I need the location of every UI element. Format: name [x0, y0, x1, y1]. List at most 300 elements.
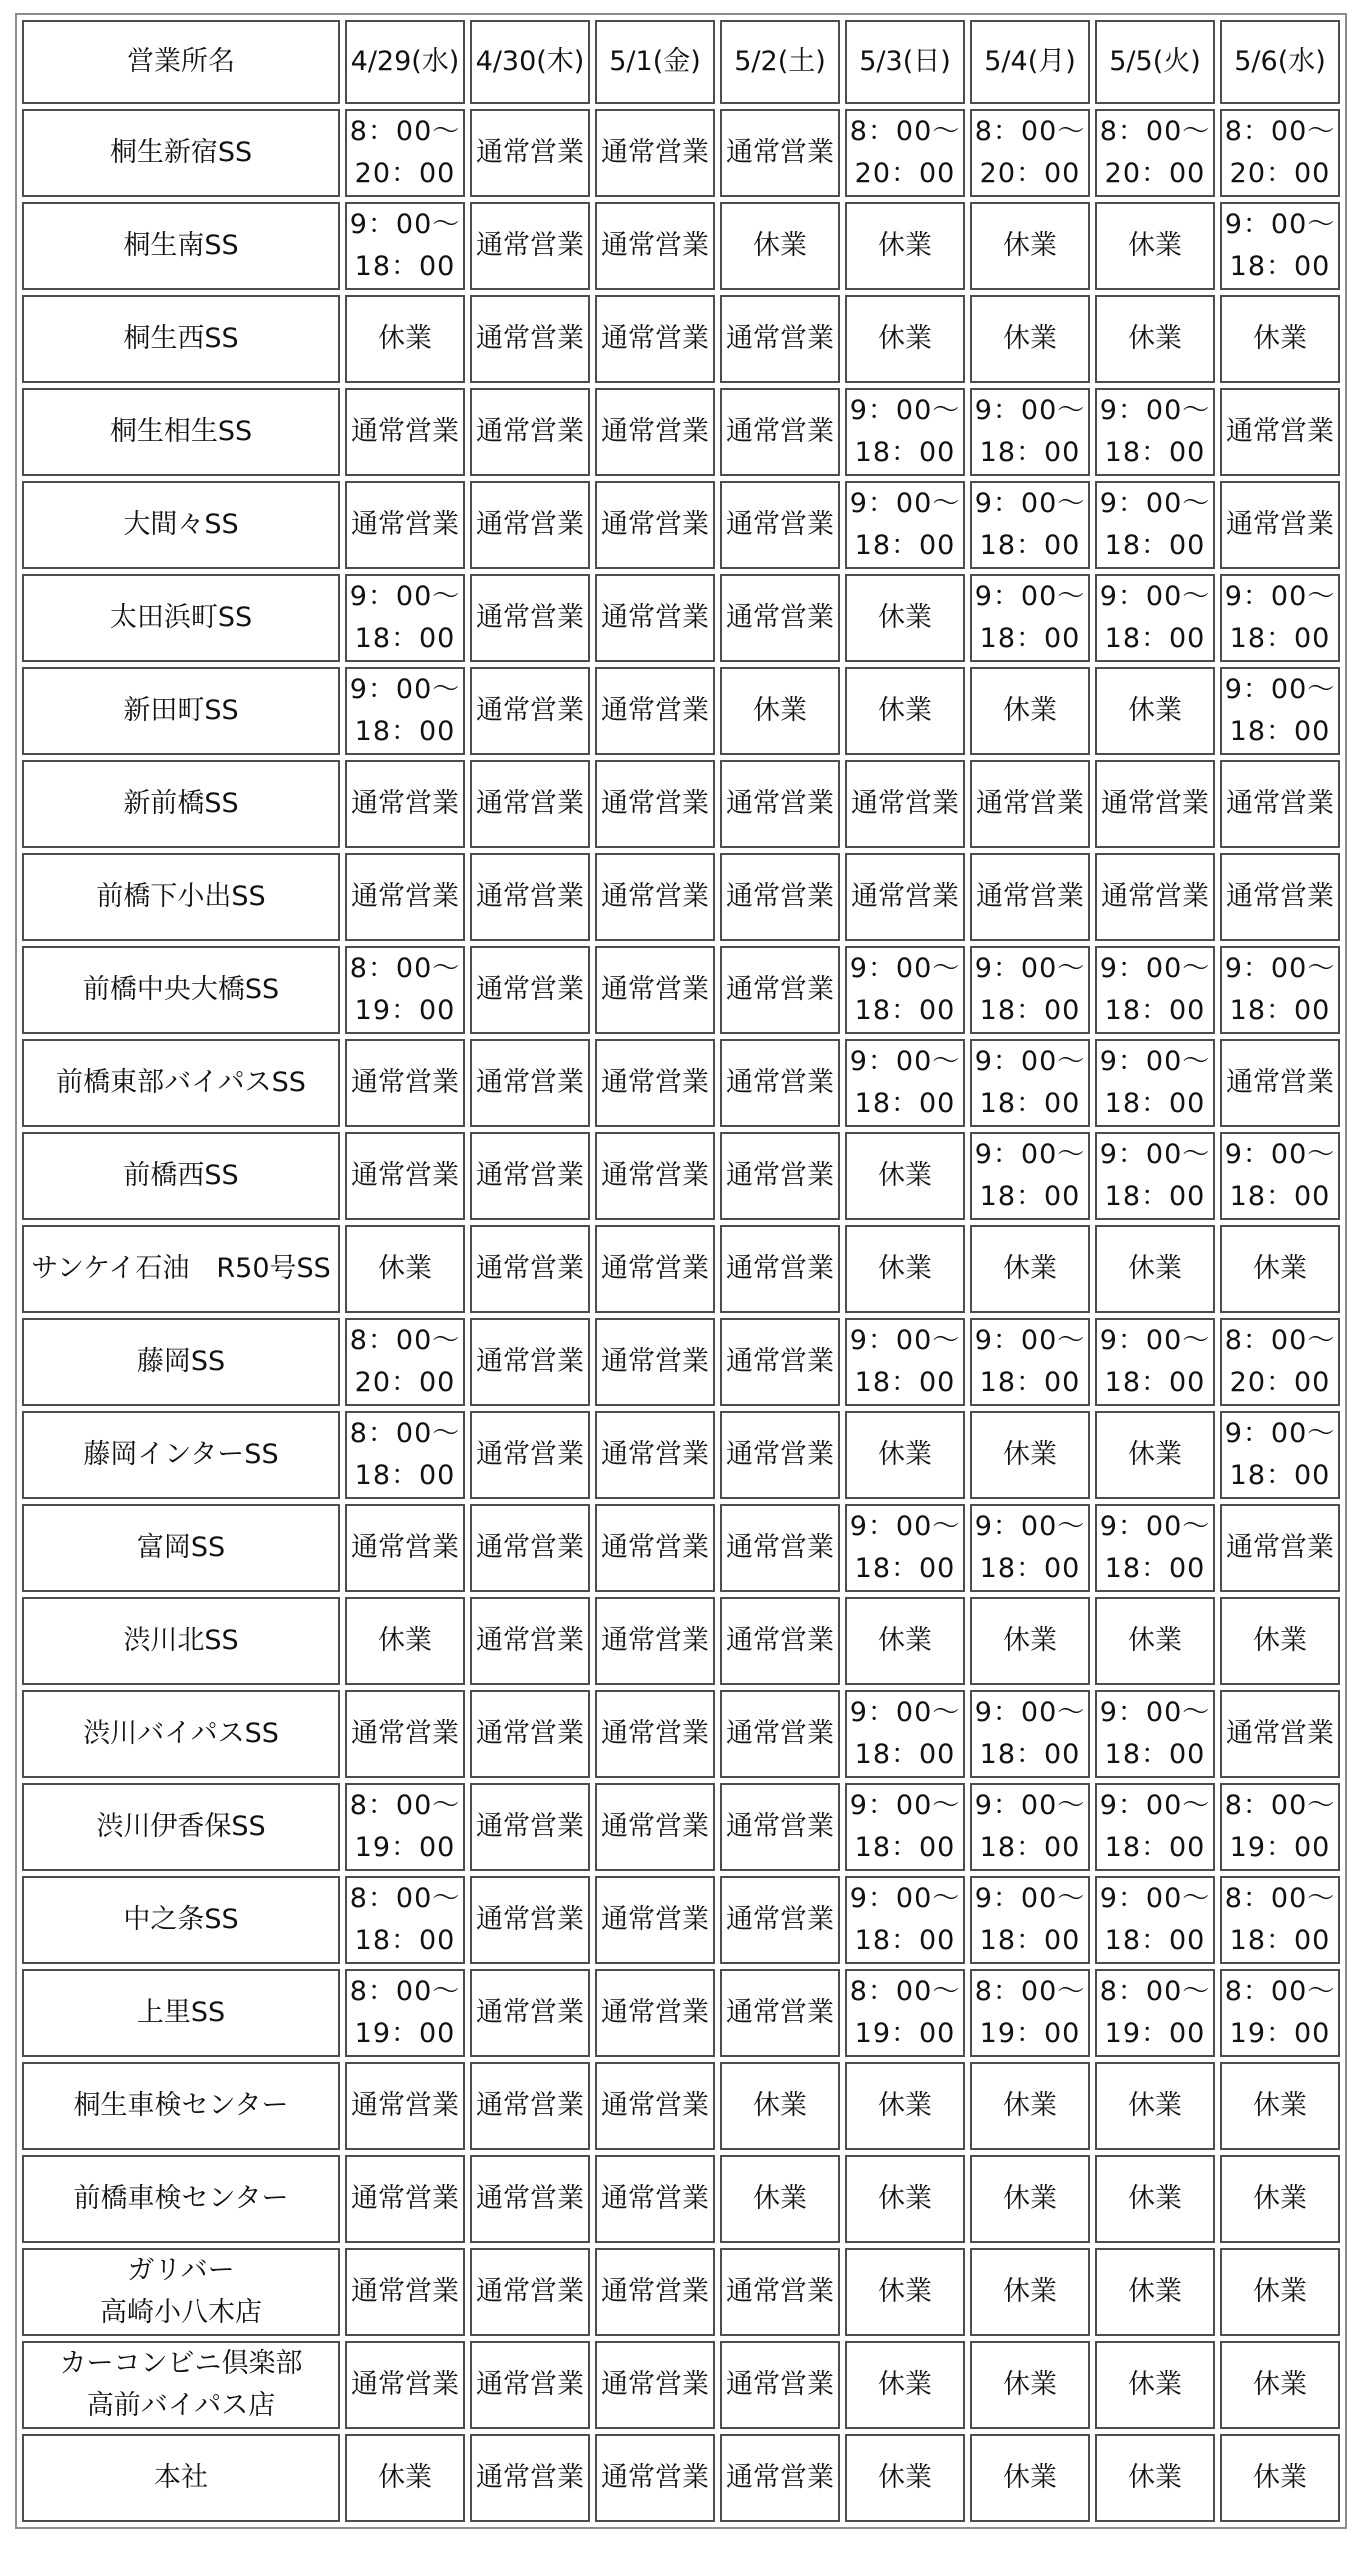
hours-cell — [1095, 1504, 1215, 1592]
open-time: 8：00～ — [849, 1976, 961, 2007]
close-time: 18：00 — [979, 1181, 1081, 1212]
open-time: 9：00～ — [1224, 1139, 1336, 1170]
close-time: 18：00 — [1229, 251, 1331, 282]
hours-cell — [970, 1039, 1090, 1127]
close-time: 18：00 — [354, 1925, 456, 1956]
office-name — [22, 946, 340, 1034]
open-time: 8：00～ — [1224, 1325, 1336, 1356]
normal-hours-cell: 通常営業 — [345, 1132, 465, 1220]
normal-hours-cell: 通常営業 — [720, 760, 840, 848]
closed-cell: 休業 — [845, 1411, 965, 1499]
closed-cell: 休業 — [1095, 295, 1215, 383]
office-name-line: 大間々SS — [123, 509, 239, 540]
table-row — [22, 1597, 1340, 1685]
hours-cell — [1220, 1783, 1340, 1871]
office-name-line: 桐生南SS — [123, 230, 239, 261]
closed-cell: 休業 — [1220, 2062, 1340, 2150]
open-time: 9：00～ — [849, 395, 961, 426]
open-time: 8：00～ — [349, 1883, 461, 1914]
normal-hours-cell: 通常営業 — [345, 853, 465, 941]
normal-hours-cell: 通常営業 — [845, 853, 965, 941]
date-header: 4/30(木) — [470, 20, 590, 104]
office-name-line: 本社 — [154, 2462, 208, 2493]
table-row — [22, 1969, 1340, 2057]
date-header: 5/1(金) — [595, 20, 715, 104]
table-row — [22, 1411, 1340, 1499]
hours-cell — [345, 946, 465, 1034]
close-time: 20：00 — [354, 158, 456, 189]
normal-hours-cell: 通常営業 — [720, 1411, 840, 1499]
office-name-line: 藤岡SS — [136, 1346, 226, 1377]
table-row — [22, 574, 1340, 662]
closed-cell: 休業 — [845, 1597, 965, 1685]
open-time: 9：00～ — [1099, 1883, 1211, 1914]
normal-hours-cell: 通常営業 — [595, 1504, 715, 1592]
close-time: 19：00 — [1229, 1832, 1331, 1863]
close-time: 18：00 — [1104, 1553, 1206, 1584]
hours-cell — [970, 946, 1090, 1034]
close-time: 19：00 — [354, 2018, 456, 2049]
open-time: 9：00～ — [974, 1046, 1086, 1077]
hours-cell — [845, 1690, 965, 1778]
close-time: 18：00 — [854, 1832, 956, 1863]
date-header: 4/29(水) — [345, 20, 465, 104]
closed-cell: 休業 — [970, 2155, 1090, 2243]
normal-hours-cell: 通常営業 — [1220, 1504, 1340, 1592]
hours-cell — [845, 1876, 965, 1964]
hours-cell — [345, 1318, 465, 1406]
normal-hours-cell: 通常営業 — [345, 481, 465, 569]
open-time: 9：00～ — [1099, 1697, 1211, 1728]
open-time: 8：00～ — [1224, 1976, 1336, 2007]
table-row — [22, 667, 1340, 755]
office-name — [22, 760, 340, 848]
normal-hours-cell: 通常営業 — [595, 1597, 715, 1685]
closed-cell: 休業 — [970, 2062, 1090, 2150]
open-time: 9：00～ — [974, 1790, 1086, 1821]
close-time: 18：00 — [1229, 716, 1331, 747]
office-name — [22, 1783, 340, 1871]
closed-cell: 休業 — [1095, 1225, 1215, 1313]
hours-cell — [1095, 1132, 1215, 1220]
closed-cell: 休業 — [345, 295, 465, 383]
open-time: 9：00～ — [1099, 1790, 1211, 1821]
table-row — [22, 946, 1340, 1034]
open-time: 9：00～ — [1099, 488, 1211, 519]
closed-cell: 休業 — [1095, 2341, 1215, 2429]
close-time: 20：00 — [1229, 158, 1331, 189]
hours-cell — [970, 1132, 1090, 1220]
open-time: 9：00～ — [974, 953, 1086, 984]
open-time: 9：00～ — [849, 1325, 961, 1356]
table-row — [22, 295, 1340, 383]
hours-cell — [970, 574, 1090, 662]
office-name — [22, 1039, 340, 1127]
hours-cell — [1220, 667, 1340, 755]
table-row — [22, 2434, 1340, 2522]
normal-hours-cell: 通常営業 — [470, 1132, 590, 1220]
normal-hours-cell: 通常営業 — [595, 295, 715, 383]
close-time: 19：00 — [354, 995, 456, 1026]
office-name-line: 前橋車検センター — [73, 2183, 289, 2214]
open-time: 8：00～ — [1099, 116, 1211, 147]
office-name-line: 渋川伊香保SS — [96, 1811, 266, 1842]
closed-cell: 休業 — [845, 202, 965, 290]
hours-cell — [1220, 202, 1340, 290]
open-time: 9：00～ — [974, 488, 1086, 519]
closed-cell: 休業 — [845, 2155, 965, 2243]
normal-hours-cell: 通常営業 — [470, 1783, 590, 1871]
hours-cell — [845, 1969, 965, 2057]
open-time: 8：00～ — [849, 116, 961, 147]
close-time: 19：00 — [979, 2018, 1081, 2049]
open-time: 9：00～ — [1224, 1418, 1336, 1449]
normal-hours-cell: 通常営業 — [345, 2062, 465, 2150]
normal-hours-cell: 通常営業 — [720, 1690, 840, 1778]
office-name-line: 前橋中央大橋SS — [82, 974, 280, 1005]
normal-hours-cell: 通常営業 — [595, 760, 715, 848]
normal-hours-cell: 通常営業 — [720, 1969, 840, 2057]
open-time: 8：00～ — [349, 953, 461, 984]
office-name — [22, 1876, 340, 1964]
open-time: 9：00～ — [349, 581, 461, 612]
normal-hours-cell: 通常営業 — [595, 2248, 715, 2336]
close-time: 18：00 — [1229, 1460, 1331, 1491]
normal-hours-cell: 通常営業 — [595, 1969, 715, 2057]
normal-hours-cell: 通常営業 — [470, 760, 590, 848]
close-time: 18：00 — [1229, 1925, 1331, 1956]
office-name-line: 桐生西SS — [123, 323, 239, 354]
normal-hours-cell: 通常営業 — [470, 667, 590, 755]
table-row — [22, 2155, 1340, 2243]
hours-cell — [970, 1690, 1090, 1778]
close-time: 18：00 — [1104, 623, 1206, 654]
header-row — [22, 20, 1340, 104]
table-row — [22, 1504, 1340, 1592]
table-row — [22, 760, 1340, 848]
table-row — [22, 1783, 1340, 1871]
normal-hours-cell: 通常営業 — [345, 2341, 465, 2429]
normal-hours-cell: 通常営業 — [595, 1876, 715, 1964]
date-header: 5/3(日) — [845, 20, 965, 104]
office-name — [22, 1504, 340, 1592]
normal-hours-cell: 通常営業 — [595, 574, 715, 662]
hours-cell — [1095, 1783, 1215, 1871]
office-name-line: 渋川バイパスSS — [83, 1718, 279, 1749]
closed-cell: 休業 — [1095, 2155, 1215, 2243]
close-time: 20：00 — [1229, 1367, 1331, 1398]
normal-hours-cell: 通常営業 — [345, 1504, 465, 1592]
normal-hours-cell: 通常営業 — [595, 481, 715, 569]
hours-cell — [1095, 1876, 1215, 1964]
normal-hours-cell: 通常営業 — [470, 2341, 590, 2429]
table-row — [22, 481, 1340, 569]
office-name — [22, 1969, 340, 2057]
closed-cell: 休業 — [970, 1597, 1090, 1685]
hours-cell — [845, 1039, 965, 1127]
normal-hours-cell: 通常営業 — [1220, 1690, 1340, 1778]
closed-cell: 休業 — [845, 1132, 965, 1220]
normal-hours-cell: 通常営業 — [595, 1318, 715, 1406]
normal-hours-cell: 通常営業 — [845, 760, 965, 848]
normal-hours-cell: 通常営業 — [470, 202, 590, 290]
normal-hours-cell: 通常営業 — [720, 295, 840, 383]
open-time: 9：00～ — [974, 1697, 1086, 1728]
closed-cell: 休業 — [720, 202, 840, 290]
open-time: 8：00～ — [974, 1976, 1086, 2007]
office-name — [22, 1225, 340, 1313]
close-time: 18：00 — [354, 716, 456, 747]
normal-hours-cell: 通常営業 — [1220, 760, 1340, 848]
close-time: 18：00 — [354, 251, 456, 282]
close-time: 18：00 — [979, 995, 1081, 1026]
normal-hours-cell: 通常営業 — [970, 760, 1090, 848]
close-time: 18：00 — [854, 995, 956, 1026]
closed-cell: 休業 — [1095, 2062, 1215, 2150]
office-name — [22, 1318, 340, 1406]
normal-hours-cell: 通常営業 — [1220, 853, 1340, 941]
normal-hours-cell: 通常営業 — [470, 853, 590, 941]
close-time: 19：00 — [1229, 2018, 1331, 2049]
normal-hours-cell: 通常営業 — [720, 2248, 840, 2336]
open-time: 9：00～ — [974, 1139, 1086, 1170]
office-name-line: 高崎小八木店 — [100, 2297, 262, 2328]
open-time: 9：00～ — [974, 1325, 1086, 1356]
normal-hours-cell: 通常営業 — [470, 295, 590, 383]
open-time: 9：00～ — [1099, 581, 1211, 612]
normal-hours-cell: 通常営業 — [720, 481, 840, 569]
hours-cell — [1095, 388, 1215, 476]
closed-cell: 休業 — [345, 1597, 465, 1685]
normal-hours-cell: 通常営業 — [470, 1318, 590, 1406]
open-time: 9：00～ — [349, 209, 461, 240]
normal-hours-cell: 通常営業 — [720, 1132, 840, 1220]
normal-hours-cell: 通常営業 — [720, 1039, 840, 1127]
hours-cell — [1095, 1969, 1215, 2057]
normal-hours-cell: 通常営業 — [595, 202, 715, 290]
normal-hours-cell: 通常営業 — [470, 1969, 590, 2057]
open-time: 8：00～ — [1224, 1790, 1336, 1821]
close-time: 18：00 — [854, 1739, 956, 1770]
hours-cell — [345, 667, 465, 755]
closed-cell: 休業 — [970, 2341, 1090, 2429]
date-header: 5/5(火) — [1095, 20, 1215, 104]
hours-cell — [1220, 1411, 1340, 1499]
closed-cell: 休業 — [1220, 2248, 1340, 2336]
closed-cell: 休業 — [845, 1225, 965, 1313]
normal-hours-cell: 通常営業 — [1220, 481, 1340, 569]
closed-cell: 休業 — [1220, 1597, 1340, 1685]
office-name — [22, 1597, 340, 1685]
office-name — [22, 109, 340, 197]
normal-hours-cell: 通常営業 — [720, 1783, 840, 1871]
closed-cell: 休業 — [970, 295, 1090, 383]
closed-cell: 休業 — [845, 2434, 965, 2522]
normal-hours-cell: 通常営業 — [470, 1039, 590, 1127]
open-time: 9：00～ — [849, 1697, 961, 1728]
hours-cell — [345, 1876, 465, 1964]
normal-hours-cell: 通常営業 — [470, 2434, 590, 2522]
closed-cell: 休業 — [845, 2341, 965, 2429]
open-time: 9：00～ — [849, 1046, 961, 1077]
open-time: 8：00～ — [349, 1976, 461, 2007]
hours-cell — [1095, 1039, 1215, 1127]
office-name — [22, 2434, 340, 2522]
table-row — [22, 1225, 1340, 1313]
schedule-body — [22, 109, 1340, 2522]
hours-cell — [1095, 481, 1215, 569]
close-time: 18：00 — [1104, 1181, 1206, 1212]
open-time: 9：00～ — [849, 1790, 961, 1821]
open-time: 9：00～ — [1099, 953, 1211, 984]
close-time: 18：00 — [1104, 1367, 1206, 1398]
close-time: 18：00 — [1104, 1088, 1206, 1119]
hours-cell — [1220, 109, 1340, 197]
normal-hours-cell: 通常営業 — [720, 574, 840, 662]
close-time: 18：00 — [979, 530, 1081, 561]
office-name — [22, 2062, 340, 2150]
hours-cell — [345, 202, 465, 290]
normal-hours-cell: 通常営業 — [720, 946, 840, 1034]
office-name — [22, 295, 340, 383]
close-time: 18：00 — [354, 623, 456, 654]
office-name-line: 新田町SS — [123, 695, 239, 726]
office-name — [22, 2341, 340, 2429]
normal-hours-cell: 通常営業 — [470, 1225, 590, 1313]
closed-cell: 休業 — [1220, 1225, 1340, 1313]
office-name-line: 高前バイパス店 — [86, 2390, 276, 2421]
close-time: 18：00 — [979, 437, 1081, 468]
open-time: 9：00～ — [1224, 581, 1336, 612]
closed-cell: 休業 — [1220, 2434, 1340, 2522]
normal-hours-cell: 通常営業 — [595, 388, 715, 476]
closed-cell: 休業 — [970, 2434, 1090, 2522]
hours-cell — [970, 1969, 1090, 2057]
hours-cell — [345, 574, 465, 662]
closed-cell: 休業 — [1095, 667, 1215, 755]
normal-hours-cell: 通常営業 — [595, 1783, 715, 1871]
open-time: 9：00～ — [1099, 1139, 1211, 1170]
business-hours-table — [15, 13, 1347, 2529]
hours-cell — [1220, 1876, 1340, 1964]
normal-hours-cell: 通常営業 — [720, 388, 840, 476]
close-time: 18：00 — [1229, 623, 1331, 654]
hours-cell — [345, 1411, 465, 1499]
hours-cell — [970, 1876, 1090, 1964]
normal-hours-cell: 通常営業 — [595, 2341, 715, 2429]
table-row — [22, 1876, 1340, 1964]
table-row — [22, 1690, 1340, 1778]
close-time: 18：00 — [1104, 1925, 1206, 1956]
normal-hours-cell: 通常営業 — [470, 109, 590, 197]
normal-hours-cell: 通常営業 — [720, 1225, 840, 1313]
normal-hours-cell: 通常営業 — [595, 2155, 715, 2243]
table-row — [22, 202, 1340, 290]
open-time: 8：00～ — [349, 116, 461, 147]
closed-cell: 休業 — [720, 2062, 840, 2150]
close-time: 18：00 — [854, 530, 956, 561]
open-time: 9：00～ — [1099, 1325, 1211, 1356]
office-name-line: 桐生新宿SS — [109, 137, 253, 168]
office-name-line: 前橋下小出SS — [96, 881, 266, 912]
normal-hours-cell: 通常営業 — [720, 1876, 840, 1964]
normal-hours-cell: 通常営業 — [595, 853, 715, 941]
office-name — [22, 202, 340, 290]
normal-hours-cell: 通常営業 — [595, 2062, 715, 2150]
normal-hours-cell: 通常営業 — [345, 1690, 465, 1778]
office-name-line: 藤岡インターSS — [83, 1439, 279, 1470]
close-time: 18：00 — [854, 437, 956, 468]
normal-hours-cell: 通常営業 — [345, 2155, 465, 2243]
closed-cell: 休業 — [720, 667, 840, 755]
normal-hours-cell: 通常営業 — [345, 388, 465, 476]
hours-cell — [845, 1783, 965, 1871]
hours-cell — [345, 109, 465, 197]
hours-cell — [970, 388, 1090, 476]
office-name — [22, 481, 340, 569]
hours-cell — [970, 481, 1090, 569]
table-row — [22, 109, 1340, 197]
normal-hours-cell: 通常営業 — [470, 1690, 590, 1778]
close-time: 20：00 — [854, 158, 956, 189]
office-name — [22, 574, 340, 662]
hours-cell — [345, 1783, 465, 1871]
hours-cell — [1220, 1318, 1340, 1406]
closed-cell: 休業 — [845, 2248, 965, 2336]
normal-hours-cell: 通常営業 — [970, 853, 1090, 941]
office-name-line: 中之条SS — [123, 1904, 239, 1935]
close-time: 20：00 — [354, 1367, 456, 1398]
normal-hours-cell: 通常営業 — [345, 760, 465, 848]
office-name — [22, 2248, 340, 2336]
office-name — [22, 388, 340, 476]
closed-cell: 休業 — [1095, 2434, 1215, 2522]
closed-cell: 休業 — [970, 667, 1090, 755]
table-row — [22, 1039, 1340, 1127]
office-name-line: 前橋東部バイパスSS — [56, 1067, 306, 1098]
normal-hours-cell: 通常営業 — [595, 1411, 715, 1499]
office-name-line: 桐生車検センター — [73, 2090, 289, 2121]
office-name-line: カーコンビニ倶楽部 — [59, 2348, 303, 2379]
office-name-line: 富岡SS — [136, 1532, 226, 1563]
normal-hours-cell: 通常営業 — [470, 946, 590, 1034]
open-time: 8：00～ — [349, 1418, 461, 1449]
office-name — [22, 1411, 340, 1499]
hours-cell — [1220, 1132, 1340, 1220]
open-time: 9：00～ — [1099, 1511, 1211, 1542]
close-time: 18：00 — [854, 1367, 956, 1398]
office-name-line: 前橋西SS — [123, 1160, 239, 1191]
closed-cell: 休業 — [1220, 2341, 1340, 2429]
hours-cell — [1220, 946, 1340, 1034]
open-time: 9：00～ — [849, 1511, 961, 1542]
open-time: 8：00～ — [974, 116, 1086, 147]
hours-cell — [1220, 1969, 1340, 2057]
close-time: 18：00 — [1104, 530, 1206, 561]
office-name-line: サンケイ石油 R50号SS — [31, 1253, 331, 1284]
normal-hours-cell: 通常営業 — [595, 946, 715, 1034]
closed-cell: 休業 — [1220, 295, 1340, 383]
open-time: 9：00～ — [974, 1883, 1086, 1914]
open-time: 9：00～ — [974, 581, 1086, 612]
normal-hours-cell: 通常営業 — [470, 1504, 590, 1592]
close-time: 18：00 — [1229, 995, 1331, 1026]
normal-hours-cell: 通常営業 — [595, 2434, 715, 2522]
table-row — [22, 388, 1340, 476]
closed-cell: 休業 — [345, 1225, 465, 1313]
hours-cell — [1220, 574, 1340, 662]
normal-hours-cell: 通常営業 — [470, 574, 590, 662]
